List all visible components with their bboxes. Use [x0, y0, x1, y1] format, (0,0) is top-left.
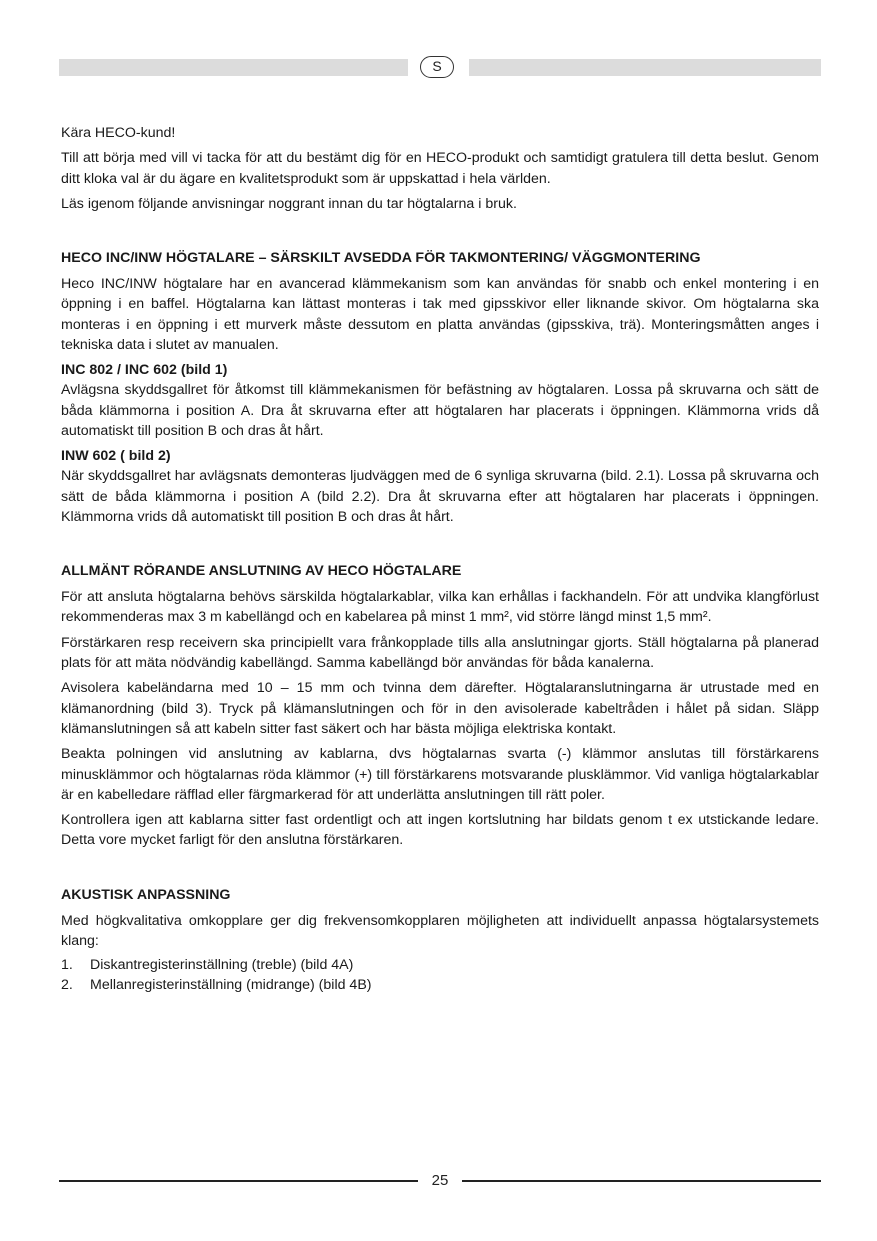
section-heading-acoustic: AKUSTISK ANPASSNING — [61, 886, 231, 903]
connection-paragraph-4: Beakta polningen vid anslutning av kablarna, dvs högtalarnas svarta (-) klämmor anslutas till förstärkarens minusklämmor och högtalarnas röda klämmor (+) till förstärkarens motsvarande plusklämmor. Vid vanliga högtalarkablar är en kabelledare räfflad eller färgmarkerad för att underlätta anslutningen till rätt poler. — [61, 746, 819, 803]
section-heading-connection: ALLMÄNT RÖRANDE ANSLUTNING AV HECO HÖGTALARE — [61, 563, 462, 580]
connection-paragraph-2: Förstärkaren resp receivern ska principiellt vara frånkopplade tills alla anslutningar gjorts. Ställ högtalarna på planerad plats för att mäta nödvändig kabellängd. Samma kabellängd bör användas för båda kanalerna. — [61, 634, 819, 672]
mounting-paragraph: Heco INC/INW högtalare har en avancerad klämmekanism som kan användas för snabb och enkel montering i en öppning i en baffel. Högtalarna kan lättast monteras i tak med gipsskivor eller liknande skivor. Om högtalarna ska monteras i en öppning i ett murverk måste dessutom en platta användas (gipsskiva, trä). Monteringsmåtten anges i tekniska data i slutet av manualen. — [61, 276, 819, 354]
subheading-inw: INW 602 ( bild 2) — [61, 448, 171, 465]
acoustic-paragraph: Med högkvalitativa omkopplare ger dig frekvensomkopplaren möjligheten att individuellt anpassa högtalarsystemets klang: — [61, 912, 819, 950]
inw-paragraph: När skyddsgallret har avlägsnats demonteras ljudväggen med de 6 synliga skruvarna (bild. 2.1). Lossa på skruvarna och sätt de båda klämmorna i position A (bild 2.2). Dra åt skruvarna efter att högtalaren har placerats i öppningen. Klämmorna vrids då automatiskt till position B och dras åt hårt. — [61, 468, 819, 525]
list-item-number: 2. — [61, 977, 73, 994]
list-item — [61, 955, 819, 975]
footer-rule-left — [59, 1180, 418, 1182]
list-item-text: Diskantregisterinställning (treble) (bild 4A) — [90, 957, 354, 974]
intro-paragraph-2: Läs igenom följande anvisningar noggrant innan du tar högtalarna i bruk. — [61, 195, 517, 212]
list-item — [61, 975, 819, 995]
inc-paragraph: Avlägsna skyddsgallret för åtkomst till klämmekanismen för befästning av högtalaren. Lossa på skruvarna och sätt de båda klämmorna i position A. Dra åt skruvarna efter att högtalaren har placerats i öppningen. Klämmorna vrids då automatiskt till position B och dras åt hårt. — [61, 382, 819, 439]
section-heading-mounting: HECO INC/INW HÖGTALARE – SÄRSKILT AVSEDDA FÖR TAKMONTERING/ VÄGGMONTERING — [61, 250, 701, 267]
header-bar-right — [469, 59, 821, 76]
list-item-number: 1. — [61, 957, 73, 974]
intro-paragraph-1: Till att börja med vill vi tacka för att du bestämt dig för en HECO-produkt och samtidigt gratulera till detta beslut. Genom ditt kloka val är du ägare en kvalitetsprodukt som är uppskattad i hela världen. — [61, 150, 819, 187]
footer-rule-right — [462, 1180, 821, 1182]
connection-paragraph-5: Kontrollera igen att kablarna sitter fast ordentligt och att ingen kortslutning har bildats genom t ex utstickande ledare. Detta vore mycket farligt för den anslutna förstärkaren. — [61, 812, 819, 849]
header-bar-left — [59, 59, 408, 76]
language-badge: S — [420, 56, 454, 78]
greeting: Kära HECO-kund! — [61, 125, 176, 141]
adjustment-list — [61, 955, 819, 995]
list-item-text: Mellanregisterinställning (midrange) (bild 4B) — [90, 977, 372, 994]
connection-paragraph-3: Avisolera kabeländarna med 10 – 15 mm och tvinna dem därefter. Högtalaranslutningarna är utrustade med en klämanordning (bild 3). Tryck på klämanslutningen och för in den avisolerade kabeltråden i hålet på sidan. Släpp klämanslutningen så att kabeln sitter fast säkert och har bästa möjliga elektriska kontakt. — [61, 680, 819, 737]
connection-paragraph-1: För att ansluta högtalarna behövs särskilda högtalarkablar, vilka kan erhållas i fackhandeln. För att undvika klangförlust rekommenderas max 3 m kabellängd och en kabelarea på minst 1 mm², vid större längd minst 1,5 mm². — [61, 589, 819, 626]
page-number: 25 — [431, 1172, 449, 1189]
document-body — [61, 123, 819, 995]
subheading-inc: INC 802 / INC 602 (bild 1) — [61, 362, 228, 379]
